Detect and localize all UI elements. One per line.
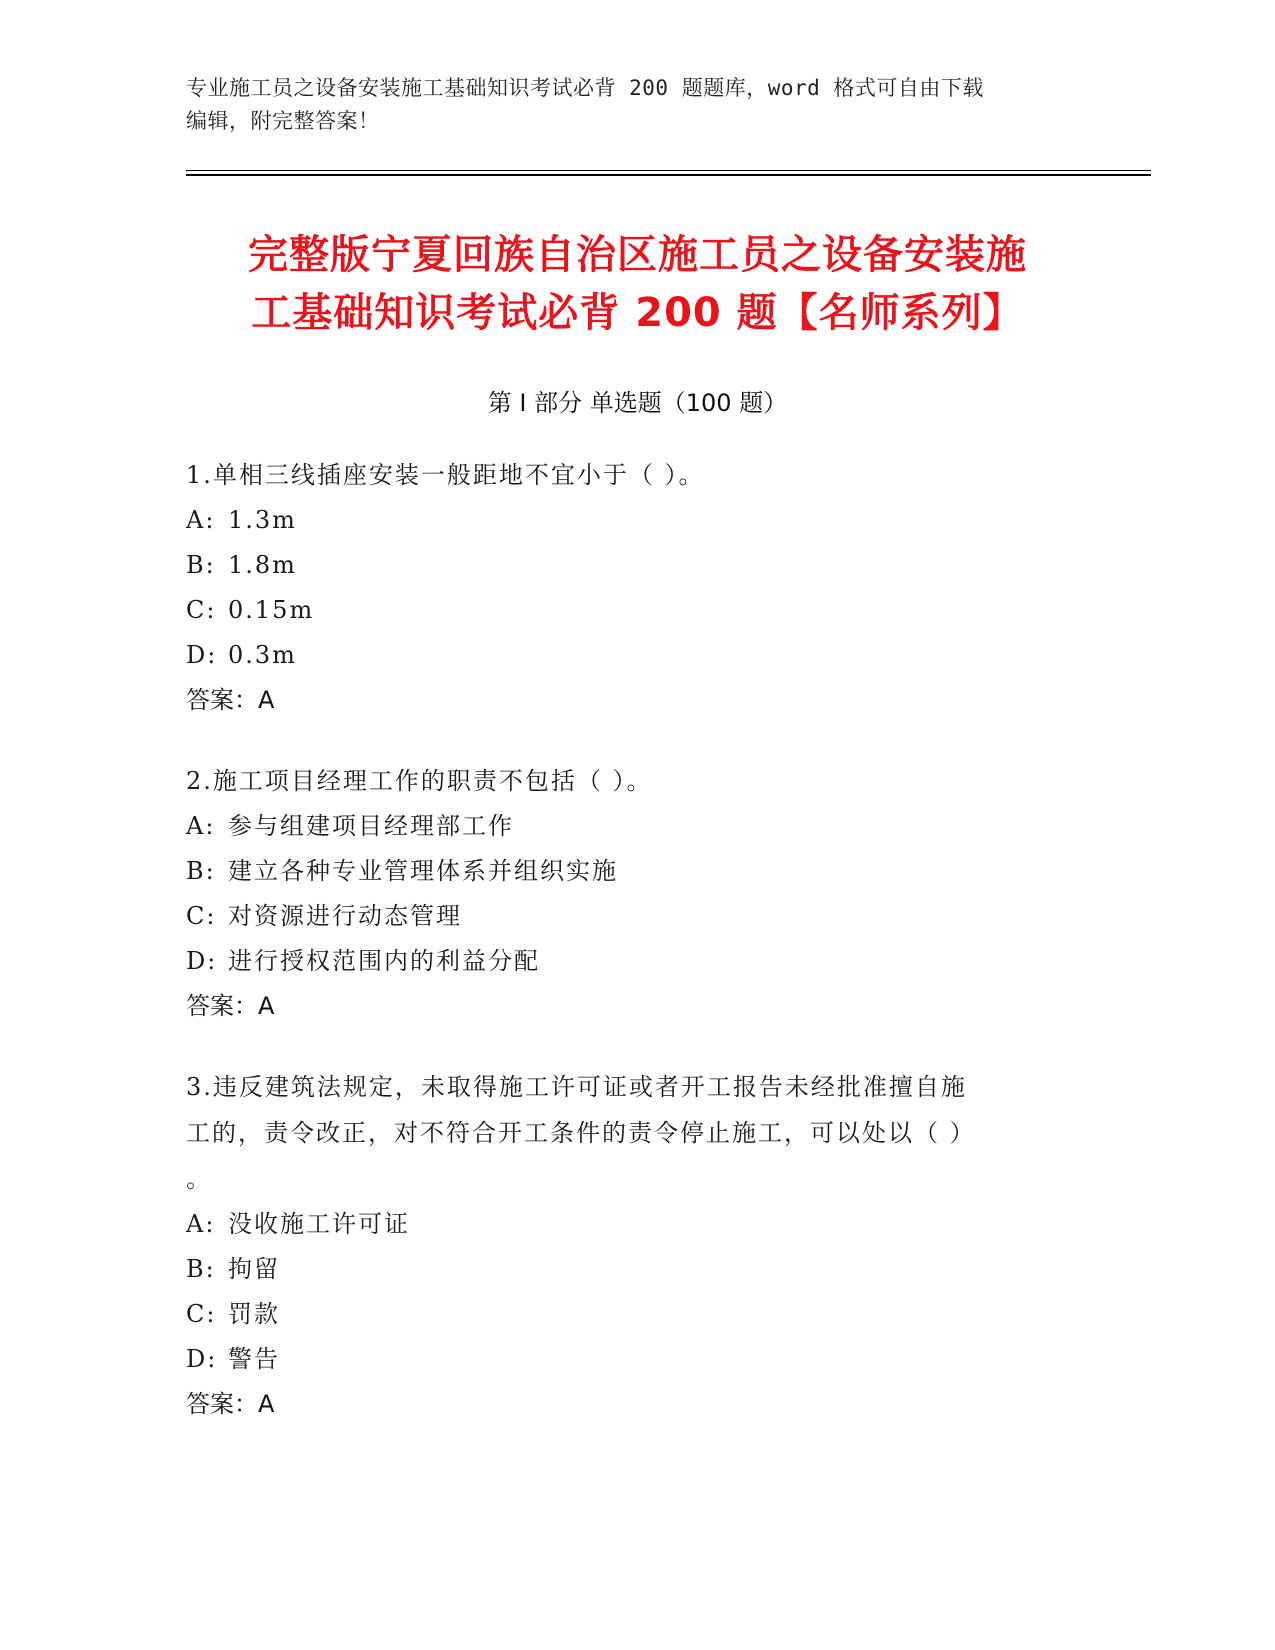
option-c bbox=[186, 894, 1066, 939]
question-stem-line-1: 3.违反建筑法规定，未取得施工许可证或者开工报告未经批准擅自施 bbox=[186, 1073, 967, 1101]
option-text: 没收施工许可证 bbox=[228, 1210, 410, 1238]
option-a bbox=[186, 804, 1066, 849]
question-stem: 2.施工项目经理工作的职责不包括（ ）。 bbox=[186, 767, 653, 795]
answer: 答案：A bbox=[186, 1390, 275, 1418]
section-heading: 第 I 部分 单选题（100 题） bbox=[487, 389, 788, 417]
title-line-2: 工基础知识考试必背 200 题【名师系列】 bbox=[251, 290, 1024, 336]
option-key: B: bbox=[186, 857, 216, 885]
option-key: D: bbox=[186, 641, 218, 669]
option-key: A: bbox=[186, 812, 216, 840]
option-text: 进行授权范围内的利益分配 bbox=[228, 947, 540, 975]
header-rule-bottom bbox=[186, 174, 1151, 176]
option-a bbox=[186, 498, 1066, 543]
answer: 答案：A bbox=[186, 686, 275, 714]
option-text: 警告 bbox=[228, 1345, 280, 1373]
option-d bbox=[186, 939, 1066, 984]
question-stem-line-3: 。 bbox=[186, 1165, 212, 1193]
title-line-1: 完整版宁夏回族自治区施工员之设备安装施 bbox=[248, 232, 1027, 278]
option-key: B: bbox=[186, 1255, 216, 1283]
option-key: A: bbox=[186, 506, 216, 534]
header-note-line-1: 专业施工员之设备安装施工基础知识考试必背 200 题题库，word 格式可自由下载 bbox=[186, 76, 984, 100]
answer: 答案：A bbox=[186, 992, 275, 1020]
option-text: 0.3m bbox=[228, 641, 297, 669]
option-b bbox=[186, 1247, 1066, 1292]
header-note-line-2: 编辑，附完整答案！ bbox=[186, 109, 380, 133]
option-text: 0.15m bbox=[228, 596, 315, 624]
option-d bbox=[186, 1337, 1066, 1382]
option-d bbox=[186, 633, 1066, 678]
option-text: 1.8m bbox=[228, 551, 297, 579]
header-note bbox=[186, 72, 1066, 138]
header-rule-top bbox=[186, 170, 1151, 171]
option-key: D: bbox=[186, 1345, 218, 1373]
option-text: 1.3m bbox=[228, 506, 297, 534]
option-text: 参与组建项目经理部工作 bbox=[228, 812, 514, 840]
document-title bbox=[150, 226, 1125, 342]
option-text: 罚款 bbox=[228, 1300, 280, 1328]
option-key: C: bbox=[186, 596, 217, 624]
option-text: 建立各种专业管理体系并组织实施 bbox=[228, 857, 618, 885]
option-key: C: bbox=[186, 1300, 217, 1328]
option-b bbox=[186, 849, 1066, 894]
option-key: D: bbox=[186, 947, 218, 975]
option-b bbox=[186, 543, 1066, 588]
question-1 bbox=[186, 452, 1066, 723]
option-text: 对资源进行动态管理 bbox=[228, 902, 462, 930]
question-stem: 1.单相三线插座安装一般距地不宜小于（ ）。 bbox=[186, 461, 705, 489]
option-c bbox=[186, 588, 1066, 633]
option-text: 拘留 bbox=[228, 1255, 280, 1283]
option-c bbox=[186, 1292, 1066, 1337]
question-stem-line-2: 工的，责令改正，对不符合开工条件的责令停止施工，可以处以（ ） bbox=[186, 1119, 976, 1147]
question-2 bbox=[186, 758, 1066, 1029]
option-key: C: bbox=[186, 902, 217, 930]
option-key: B: bbox=[186, 551, 216, 579]
question-3 bbox=[186, 1064, 1066, 1427]
option-key: A: bbox=[186, 1210, 216, 1238]
option-a bbox=[186, 1202, 1066, 1247]
